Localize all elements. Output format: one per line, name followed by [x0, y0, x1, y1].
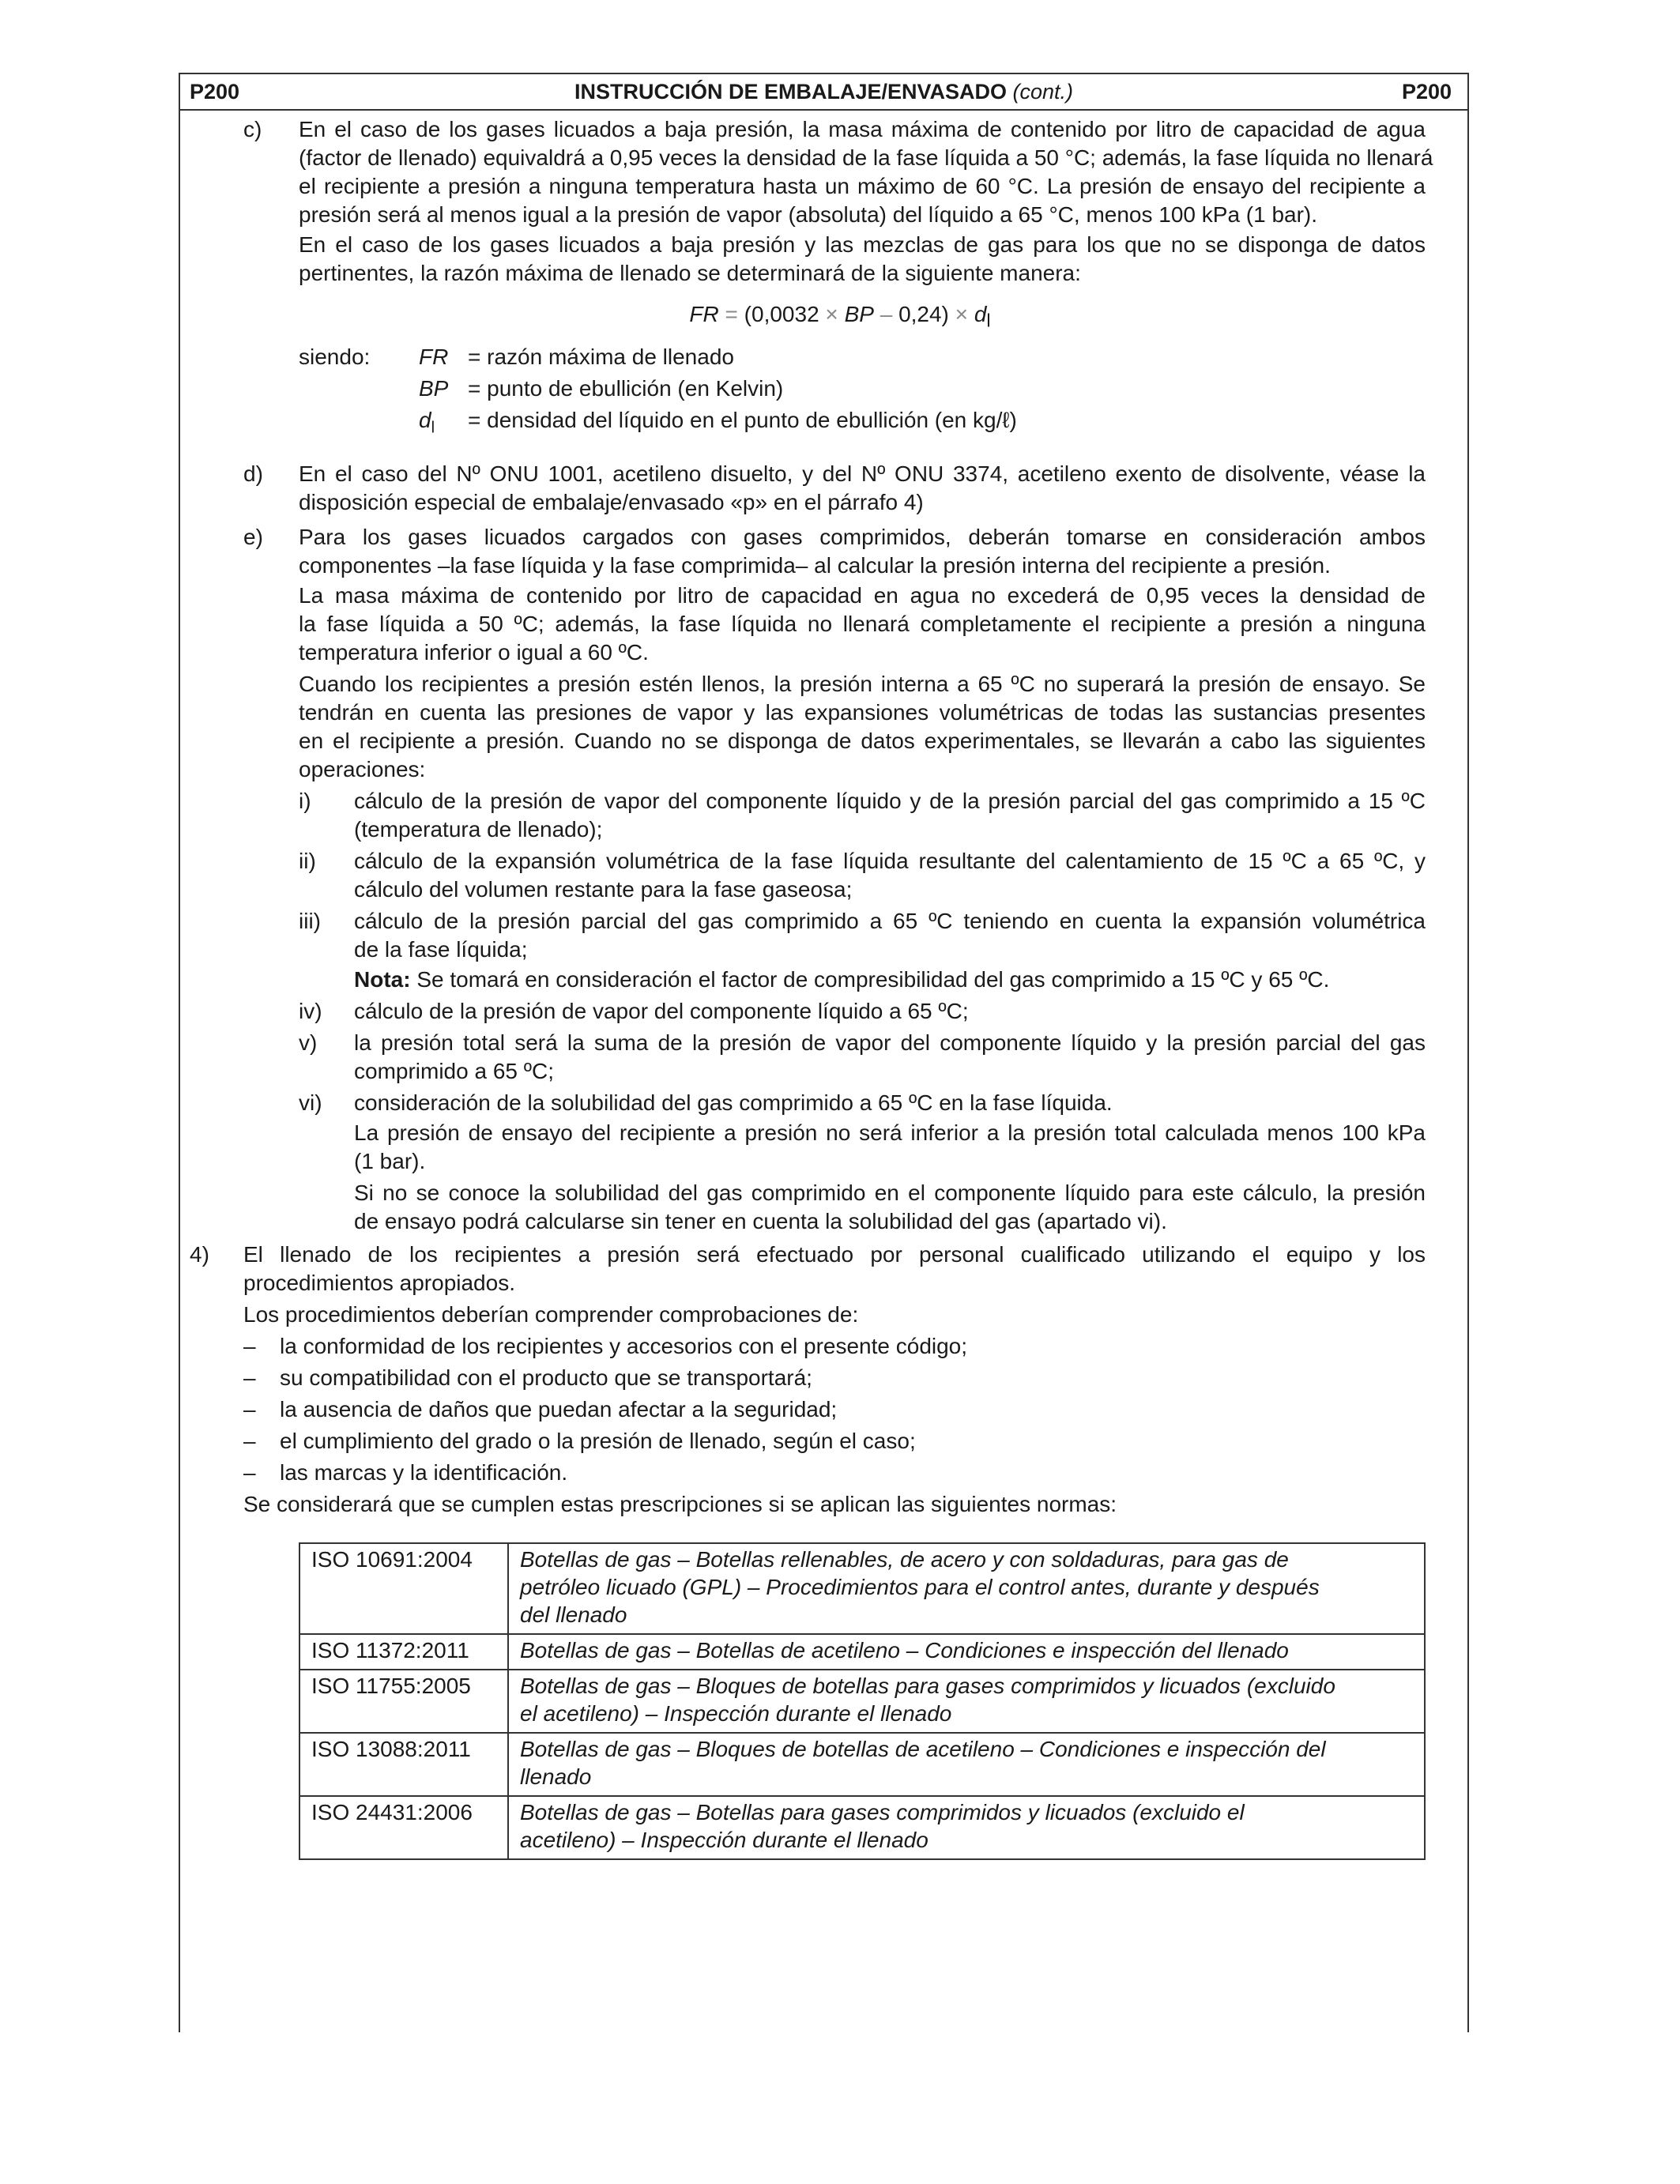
dash: – [243, 1334, 256, 1358]
table-row [299, 1634, 1425, 1670]
table-row [299, 1670, 1425, 1733]
subitem-line: cálculo de la presión de vapor del componente líquido y de la presión parcial del gas comprimido a 15 ºC [354, 789, 1426, 813]
e-p2-line: la fase líquida a 50 ºC; además, la fase líquida no llenará completamente el recipiente a presión a ninguna [299, 612, 1426, 636]
dash: – [243, 1429, 256, 1453]
subitem-label: v) [299, 1030, 318, 1055]
header-code-left: P200 [190, 80, 240, 104]
subitem-line: cálculo de la expansión volumétrica de la fase líquida resultante del calentamiento de 15 ºC a 65 ºC, y [354, 849, 1426, 873]
note: Nota: Se tomará en consideración el factor de compresibilidad del gas comprimido a 15 ºC y 65 ºC. [354, 967, 1330, 992]
s4-p2: Los procedimientos deberían comprender comprobaciones de: [243, 1302, 859, 1327]
where-label: siendo: [299, 345, 371, 369]
standard-code: ISO 11755:2005 [299, 1670, 508, 1733]
e-p1-line: componentes –la fase líquida y la fase comprimida– al calcular la presión interna del recipiente a presión. [299, 553, 1331, 578]
bullet-item: la ausencia de daños que puedan afectar a la seguridad; [280, 1397, 838, 1421]
standard-code: ISO 11372:2011 [299, 1634, 508, 1670]
c-p1-line: presión será al menos igual a la presión de vapor (absoluta) del líquido a 65 °C, menos 100 kPa (1 bar). [299, 202, 1318, 227]
subitem-line: consideración de la solubilidad del gas comprimido a 65 ºC en la fase líquida. [354, 1090, 1113, 1115]
e-after-line: La presión de ensayo del recipiente a presión no será inferior a la presión total calculada menos 100 kPa [354, 1120, 1426, 1145]
subitem-line: de la fase líquida; [354, 937, 528, 962]
iso-standards-table [299, 1542, 1426, 1860]
e-p3-line: tendrán en cuenta las presiones de vapor y las expansiones volumétricas de todas las sustancias presentes [299, 700, 1426, 725]
dash: – [243, 1460, 256, 1485]
filling-ratio-formula: FR = (0,0032 × BP – $0,24) \times d_l$ [689, 302, 991, 331]
bullet-item: la conformidad de los recipientes y accesorios con el presente código; [280, 1334, 968, 1358]
c-p1-line: En el caso de los gases licuados a baja presión, la masa máxima de contenido por litro de capacidad de agua [299, 117, 1426, 141]
d-line: En el caso del Nº ONU 1001, acetileno disuelto, y del Nº ONU 3374, acetileno exento de disolvente, véase la [299, 461, 1426, 486]
d-line: disposición especial de embalaje/envasado «p» en el párrafo 4) [299, 490, 924, 514]
e-after-line: (1 bar). [354, 1149, 426, 1173]
header-code-right: P200 [1401, 80, 1452, 104]
c-p1-line: (factor de llenado) equivaldrá a 0,95 veces la densidad de la fase líquida a 50 °C; además, la fase líquida no llenará [299, 145, 1433, 170]
subitem-line: cálculo de la presión de vapor del componente líquido a 65 ºC; [354, 999, 969, 1023]
e-p2-line: La masa máxima de contenido por litro de capacidad en agua no excederá de 0,95 veces la densidad de [299, 583, 1426, 608]
subitem-line: cálculo de la presión parcial del gas comprimido a 65 ºC teniendo en cuenta la expansión volumétrica [354, 909, 1426, 933]
def-text: = punto de ebullición (en Kelvin) [468, 376, 784, 401]
s4-p3: Se considerará que se cumplen estas prescripciones si se aplican las siguientes normas: [243, 1492, 1117, 1516]
subitem-label: ii) [299, 849, 316, 873]
subitem-line: cálculo del volumen restante para la fase gaseosa; [354, 877, 853, 902]
def-text: = razón máxima de llenado [468, 345, 734, 369]
header-title: INSTRUCCIÓN DE EMBALAJE/ENVASADO (cont.) [574, 80, 1074, 104]
item-label-d: d) [243, 461, 263, 486]
e-p1-line: Para los gases licuados cargados con gases comprimidos, deberán tomarse en consideración ambos [299, 525, 1426, 549]
subitem-line: (temperatura de llenado); [354, 817, 603, 842]
page-header [180, 74, 1467, 111]
standard-title: Botellas de gas – Botellas para gases comprimidos y licuados (excluido el acetileno) – Inspección durante el llenado [508, 1796, 1425, 1859]
subitem-label: i) [299, 789, 311, 813]
e-p3-line: en el recipiente a presión. Cuando no se disponga de datos experimentales, se llevarán a cabo las siguientes [299, 729, 1426, 753]
item-label-e: e) [243, 525, 263, 549]
e-after-line: de ensayo podrá calcularse sin tener en cuenta la solubilidad del gas (apartado vi). [354, 1209, 1167, 1233]
table-row [299, 1733, 1425, 1796]
e-p3-line: Cuando los recipientes a presión estén llenos, la presión interna a 65 ºC no superará la presión de ensayo. Se [299, 672, 1426, 696]
section-label-4: 4) [190, 1242, 209, 1267]
standard-title: Botellas de gas – Bloques de botellas para gases comprimidos y licuados (excluido el acetileno) – Inspección durante el llenado [508, 1670, 1425, 1733]
e-p2-line: temperatura inferior o igual a 60 ºC. [299, 640, 649, 665]
def-text: = densidad del líquido en el punto de ebullición (en kg/ℓ) [468, 408, 1017, 432]
standard-title: Botellas de gas – Botellas de acetileno – Condiciones e inspección del llenado [508, 1634, 1425, 1670]
c-p2-line: En el caso de los gases licuados a baja presión y las mezclas de gas para los que no se disponga de datos [299, 232, 1426, 257]
def-symbol: FR [419, 345, 449, 369]
s4-p1-line: El llenado de los recipientes a presión será efectuado por personal cualificado utilizando el equipo y los [243, 1242, 1426, 1267]
standard-title: Botellas de gas – Bloques de botellas de acetileno – Condiciones e inspección del llenado [508, 1733, 1425, 1796]
bullet-item: el cumplimiento del grado o la presión de llenado, según el caso; [280, 1429, 916, 1453]
def-symbol: $d_l$ [419, 408, 435, 437]
bullet-item: las marcas y la identificación. [280, 1460, 568, 1485]
c-p2-line: pertinentes, la razón máxima de llenado se determinará de la siguiente manera: [299, 261, 1081, 285]
def-symbol: BP [419, 376, 449, 401]
standard-code: ISO 10691:2004 [299, 1543, 508, 1634]
table-row [299, 1796, 1425, 1859]
subitem-line: la presión total será la suma de la presión de vapor del componente líquido y la presión parcial del gas [354, 1030, 1426, 1055]
dash: – [243, 1365, 256, 1390]
e-after-line: Si no se conoce la solubilidad del gas comprimido en el componente líquido para este cálculo, la presión [354, 1180, 1426, 1205]
c-p1-line: el recipiente a presión a ninguna temperatura hasta un máximo de 60 °C. La presión de ensayo del recipiente a [299, 174, 1426, 198]
standard-code: ISO 24431:2006 [299, 1796, 508, 1859]
dash: – [243, 1397, 256, 1421]
item-label-c: c) [243, 117, 262, 141]
subitem-line: comprimido a 65 ºC; [354, 1059, 554, 1083]
e-p3-line: operaciones: [299, 757, 426, 781]
s4-p1-line: procedimientos apropiados. [243, 1271, 515, 1295]
bullet-item: su compatibilidad con el producto que se transportará; [280, 1365, 812, 1390]
table-row [299, 1543, 1425, 1634]
subitem-label: iv) [299, 999, 322, 1023]
subitem-label: iii) [299, 909, 321, 933]
subitem-label: vi) [299, 1090, 322, 1115]
standard-code: ISO 13088:2011 [299, 1733, 508, 1796]
standard-title: Botellas de gas – Botellas rellenables, de acero y con soldaduras, para gas de petróleo licuado (GPL) – Procedimientos para el control antes, durante y después del llenado [508, 1543, 1425, 1634]
